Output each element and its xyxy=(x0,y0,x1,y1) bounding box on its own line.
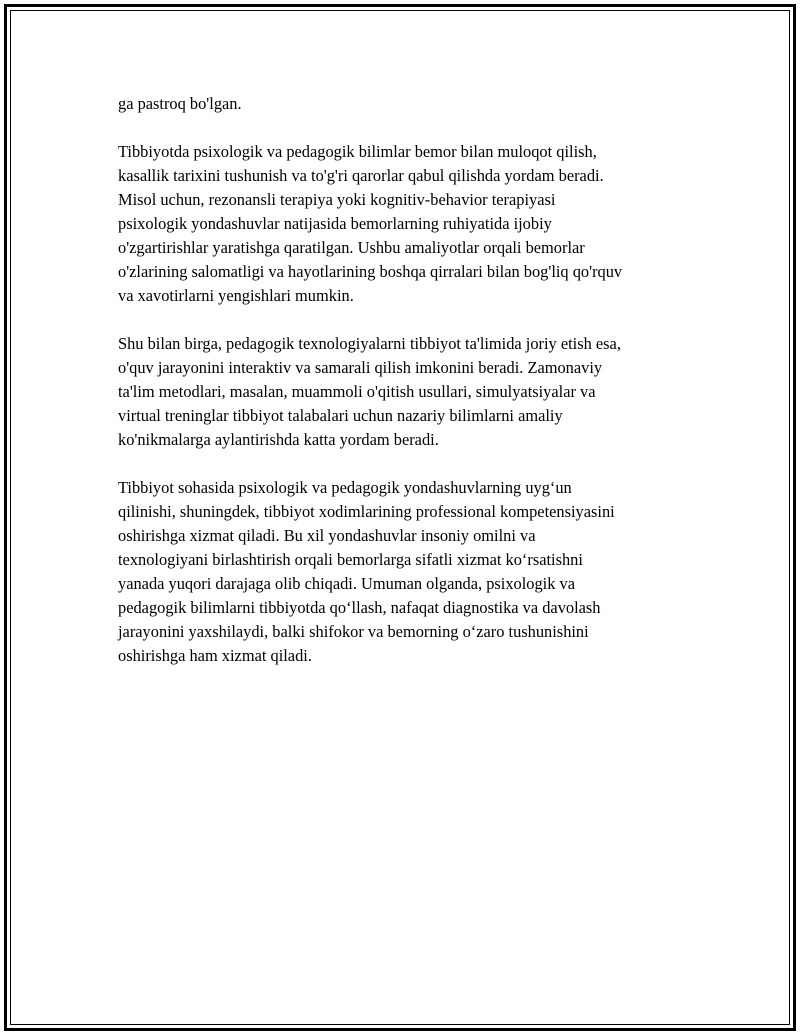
text-line: psixologik yondashuvlar natijasida bemorlarning ruhiyatida ijobiy xyxy=(118,214,552,233)
text-line: oshirishga xizmat qiladi. Bu xil yondashuvlar insoniy omilni va xyxy=(118,526,536,545)
text-line: pedagogik bilimlarni tibbiyotda qo‘llash, nafaqat diagnostika va davolash xyxy=(118,598,601,617)
paragraph-3 xyxy=(118,332,698,452)
text-line: ga pastroq bo'lgan. xyxy=(118,94,242,113)
document-body xyxy=(118,92,698,692)
text-line: virtual treninglar tibbiyot talabalari uchun nazariy bilimlarni amaliy xyxy=(118,406,563,425)
text-line: va xavotirlarni yengishlari mumkin. xyxy=(118,286,354,305)
text-line: Tibbiyotda psixologik va pedagogik bilimlar bemor bilan muloqot qilish, xyxy=(118,142,597,161)
text-line: yanada yuqori darajaga olib chiqadi. Umuman olganda, psixologik va xyxy=(118,574,575,593)
text-line: o'zlarining salomatligi va hayotlarining boshqa qirralari bilan bog'liq qo'rquv xyxy=(118,262,623,281)
text-line: kasallik tarixini tushunish va to'g'ri qarorlar qabul qilishda yordam beradi. xyxy=(118,166,604,185)
text-line: jarayonini yaxshilaydi, balki shifokor va bemorning o‘zaro tushunishini xyxy=(118,622,589,641)
paragraph-4 xyxy=(118,476,698,668)
paragraph-2 xyxy=(118,140,698,308)
text-line: texnologiyani birlashtirish orqali bemorlarga sifatli xizmat ko‘rsatishni xyxy=(118,550,583,569)
text-line: Misol uchun, rezonansli terapiya yoki kognitiv-behavior terapiyasi xyxy=(118,190,556,209)
text-line: Shu bilan birga, pedagogik texnologiyalarni tibbiyot ta'limida joriy etish esa, xyxy=(118,334,621,353)
text-line: Tibbiyot sohasida psixologik va pedagogik yondashuvlarning uyg‘un xyxy=(118,478,572,497)
text-line: oshirishga ham xizmat qiladi. xyxy=(118,646,312,665)
paragraph-1 xyxy=(118,92,698,116)
text-line: qilinishi, shuningdek, tibbiyot xodimlarining professional kompetensiyasini xyxy=(118,502,615,521)
text-line: o'zgartirishlar yaratishga qaratilgan. Ushbu amaliyotlar orqali bemorlar xyxy=(118,238,585,257)
text-line: ta'lim metodlari, masalan, muammoli o'qitish usullari, simulyatsiyalar va xyxy=(118,382,596,401)
text-line: o'quv jarayonini interaktiv va samarali qilish imkonini beradi. Zamonaviy xyxy=(118,358,603,377)
text-line: ko'nikmalarga aylantirishda katta yordam beradi. xyxy=(118,430,439,449)
